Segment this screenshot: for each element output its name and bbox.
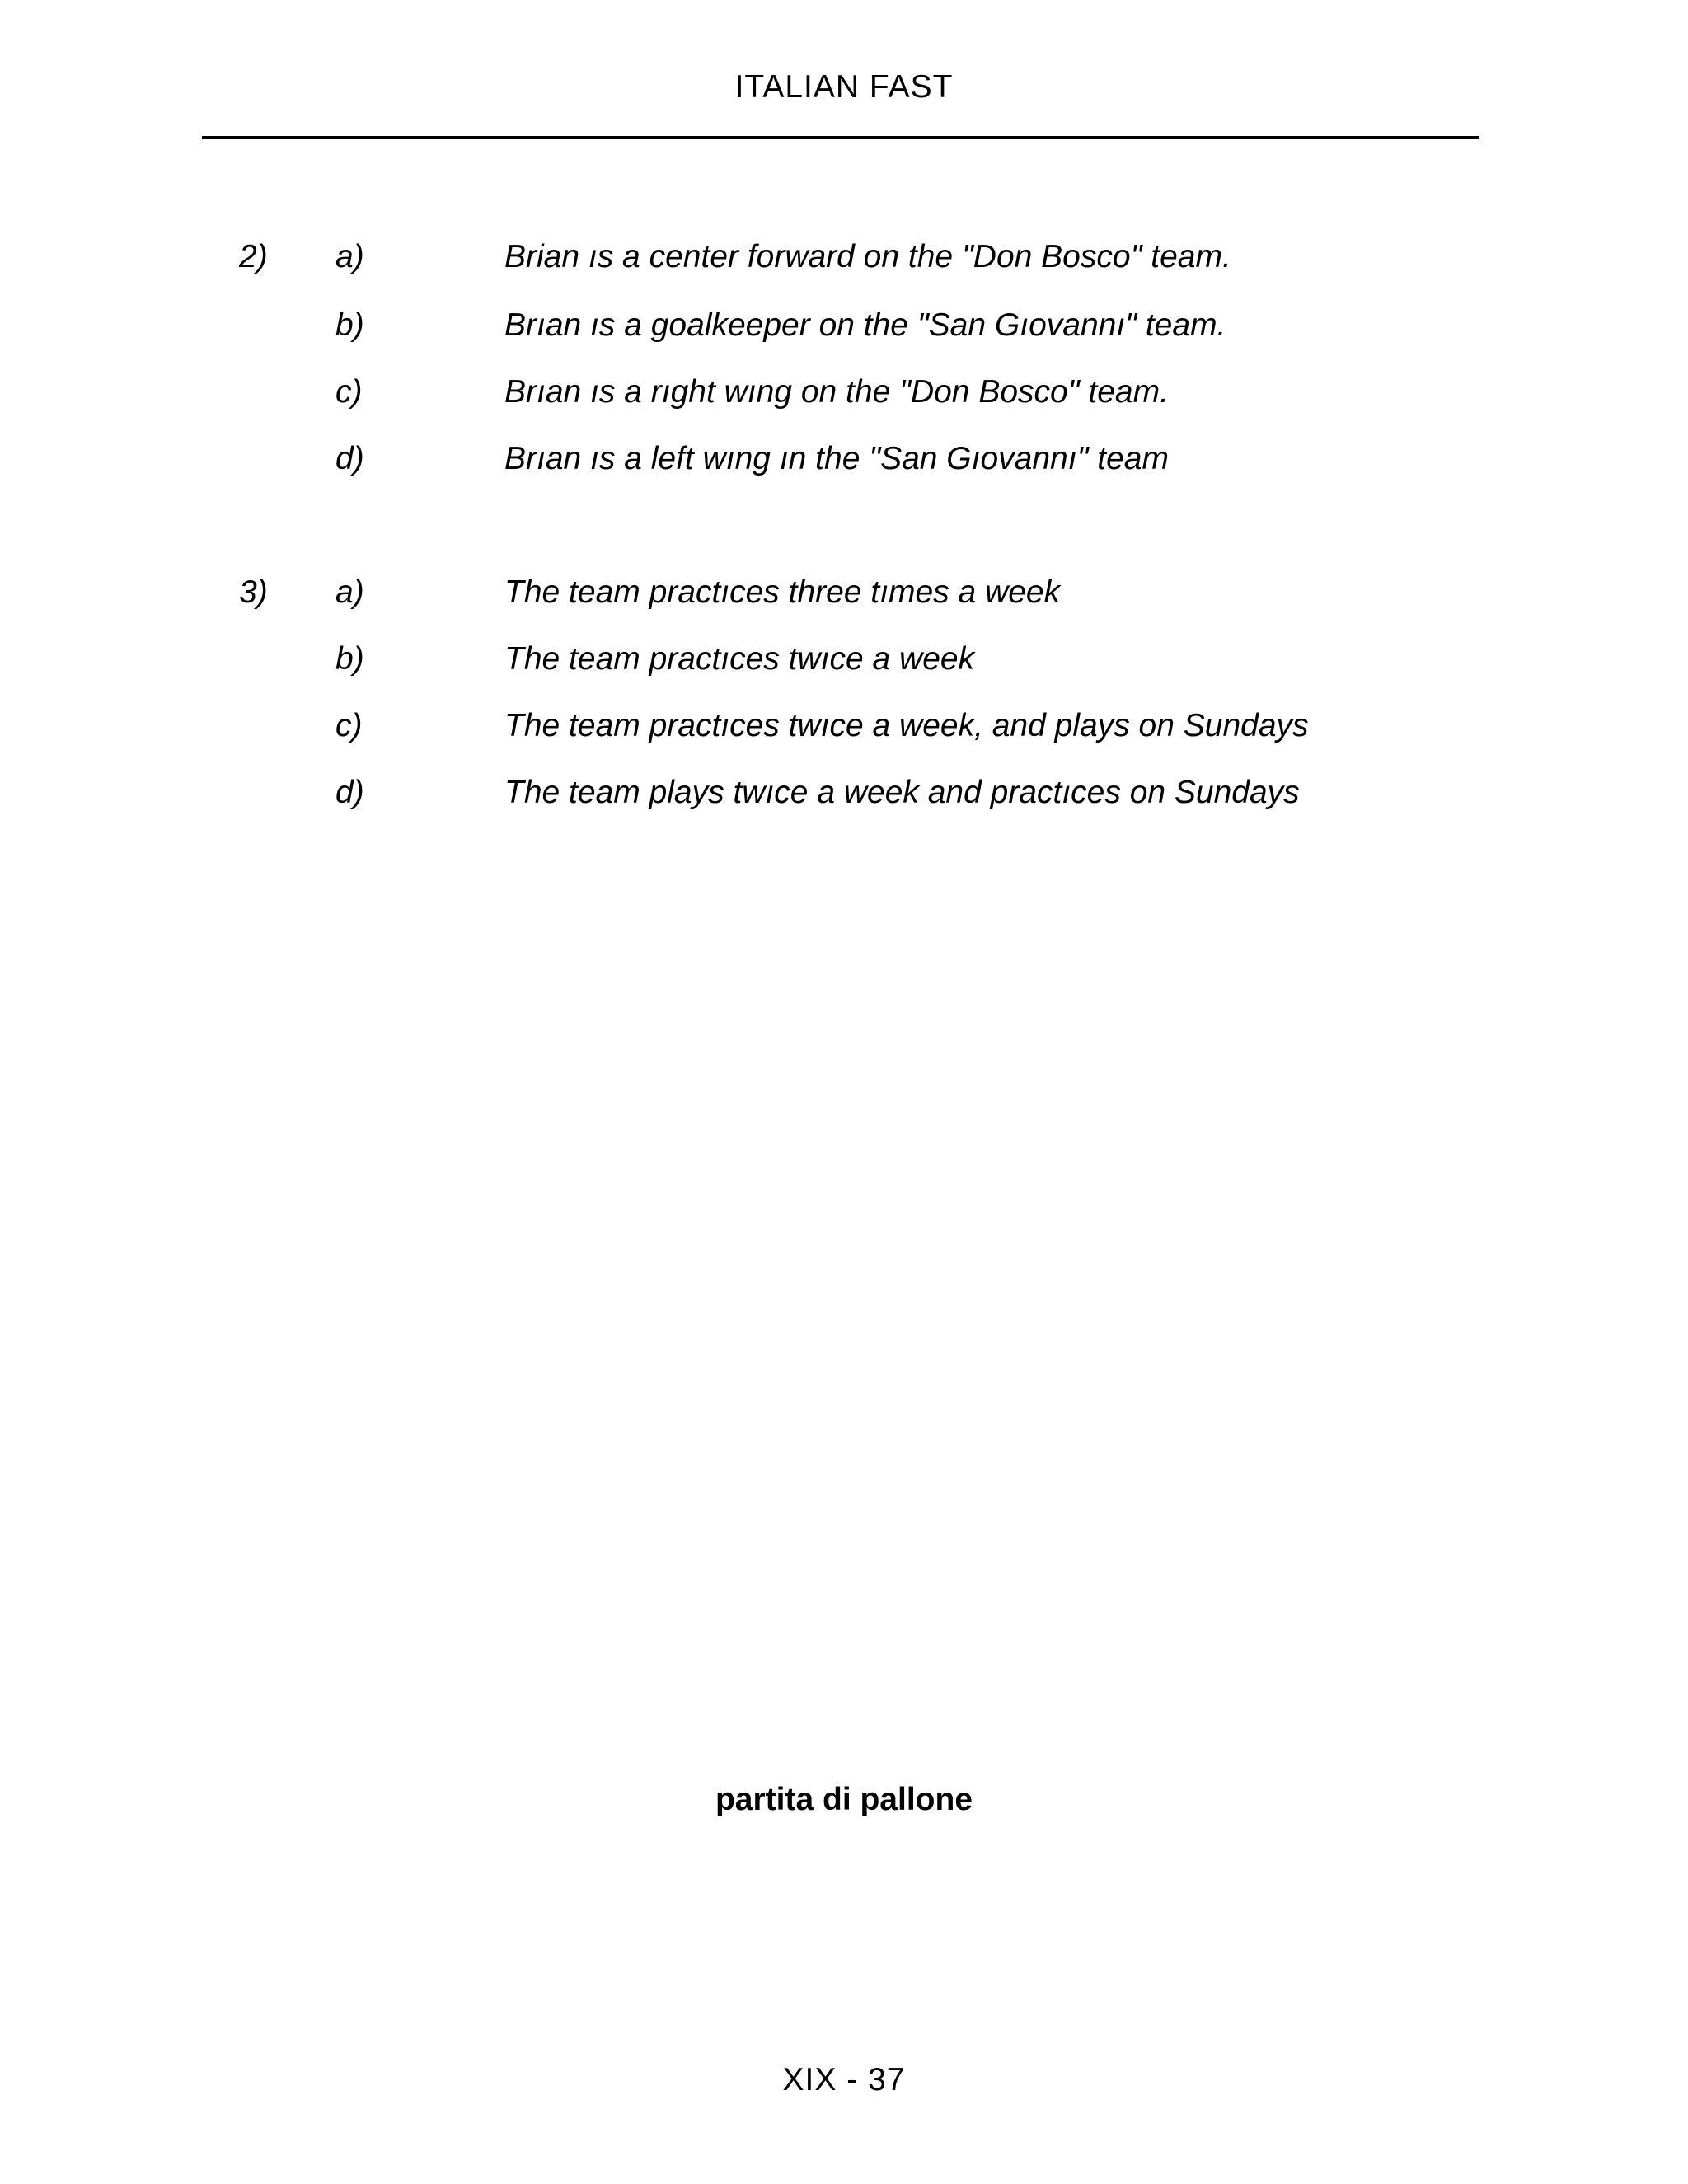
option-letter: c): [335, 374, 363, 410]
option-text: Brıan ıs a rıght wıng on the "Don Bosco" team.: [504, 374, 1169, 410]
option-letter: b): [335, 641, 364, 677]
page-number: XIX - 37: [782, 2062, 906, 2097]
question-2-option-b: [0, 307, 1688, 357]
option-letter: d): [335, 775, 364, 810]
question-3-option-a: [0, 574, 1688, 624]
option-letter: a): [335, 574, 364, 610]
option-letter: d): [335, 441, 364, 476]
option-text: Brıan ıs a goalkeeper on the "San Gıovannı" team.: [504, 307, 1226, 343]
question-3-option-b: [0, 641, 1688, 691]
option-letter: b): [335, 307, 364, 343]
question-number: 2): [239, 239, 268, 274]
question-3-option-c: [0, 708, 1688, 757]
option-letter: a): [335, 239, 364, 274]
question-2-option-d: [0, 441, 1688, 490]
option-text: The team practıces twıce a week: [504, 641, 975, 677]
question-2-option-a: [0, 239, 1688, 288]
question-3-option-d: [0, 775, 1688, 824]
question-number: 3): [239, 574, 268, 610]
option-letter: c): [335, 708, 363, 743]
option-text: The team practıces twıce a week, and plays on Sundays: [504, 708, 1309, 743]
vocab-word: partita di pallone: [715, 1782, 973, 1817]
header-divider: [202, 136, 1479, 139]
question-2-option-c: [0, 374, 1688, 424]
option-text: The team practıces three tımes a week: [504, 574, 1061, 610]
option-text: Brıan ıs a left wıng ın the "San Gıovannı" team: [504, 441, 1169, 476]
option-text: The team plays twıce a week and practıces on Sundays: [504, 775, 1300, 810]
option-text: Brian ıs a center forward on the "Don Bosco" team.: [504, 239, 1231, 274]
page-header-title: ITALIAN FAST: [734, 69, 954, 105]
